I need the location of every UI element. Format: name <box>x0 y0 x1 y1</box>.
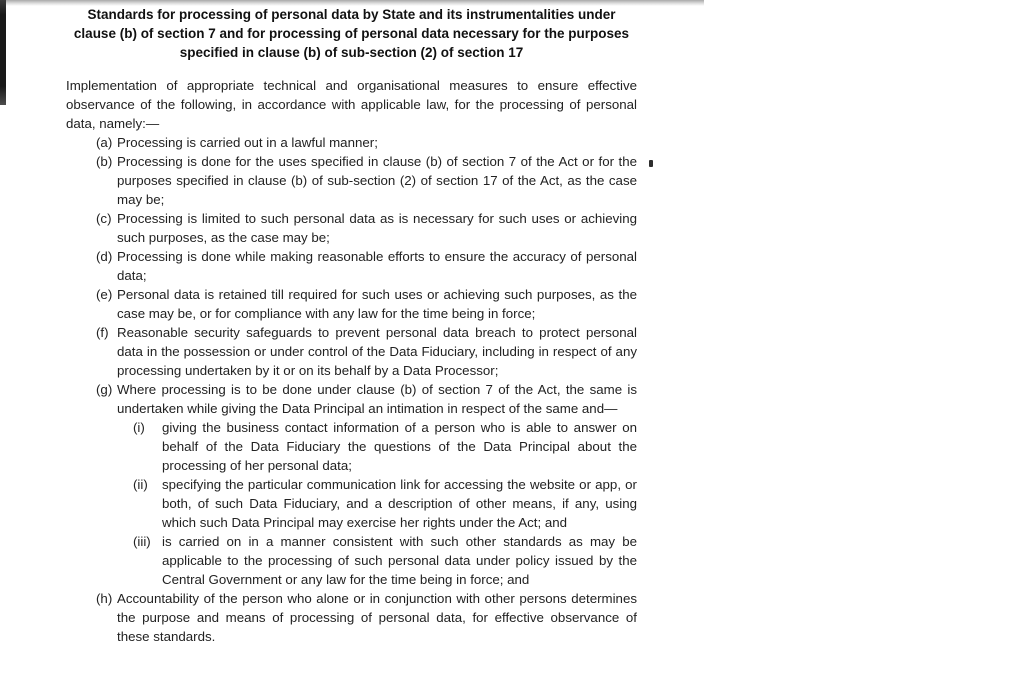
clause-text: Personal data is retained till required for such uses or achieving such purposes, as the case may be, or for compliance with any law for the time being in force; <box>117 287 637 321</box>
clause-row-e <box>66 285 637 323</box>
clause-text: Processing is done for the uses specified in clause (b) of section 7 of the Act or for the purposes specified in clause (b) of sub-section (2) of section 17 of the Act, as the case may be; <box>117 154 637 207</box>
intro-paragraph: Implementation of appropriate technical and organisational measures to ensure effective observance of the following, in accordance with applicable law, for the processing of personal data, namely:— <box>66 78 637 131</box>
subclause-label: (i) <box>133 420 145 435</box>
clause-row-a <box>66 133 637 152</box>
subclause-text: giving the business contact information of a person who is able to answer on behalf of the Data Fiduciary the questions of the Data Principal about the processing of her personal data; <box>162 420 637 473</box>
subclause-text: is carried on in a manner consistent with such other standards as may be applicable to the processing of such personal data under policy issued by the Central Government or any law for the time being in force; and <box>162 534 637 587</box>
document-page <box>66 5 637 646</box>
clause-row-c <box>66 209 637 247</box>
scan-speck-artifact <box>649 160 653 167</box>
subclause-label: (iii) <box>133 534 151 549</box>
subclause-label: (ii) <box>133 477 148 492</box>
clause-text: Where processing is to be done under clause (b) of section 7 of the Act, the same is undertaken while giving the Data Principal an intimation in respect of the same and— <box>117 382 637 416</box>
clause-text: Accountability of the person who alone or in conjunction with other persons determines the purpose and means of processing of personal data, for effective observance of these standards. <box>117 591 637 644</box>
clause-label: (f) <box>96 325 109 340</box>
clause-label: (e) <box>96 287 113 302</box>
clause-row-d <box>66 247 637 285</box>
clause-text: Processing is done while making reasonable efforts to ensure the accuracy of personal data; <box>117 249 637 283</box>
document-heading: Standards for processing of personal data by State and its instrumentalities under clause (b) of section 7 and for processing of personal data necessary for the purposes specified in clause (b) of sub-section (2) of section 17 <box>73 7 630 60</box>
clause-label: (c) <box>96 211 112 226</box>
subclause-row-ii <box>66 475 637 532</box>
clause-row-f <box>66 323 637 380</box>
clause-row-b <box>66 152 637 209</box>
subclause-row-i <box>66 418 637 475</box>
clause-text: Processing is carried out in a lawful manner; <box>117 135 378 150</box>
clause-label: (d) <box>96 249 113 264</box>
clause-row-g <box>66 380 637 418</box>
clause-row-h <box>66 589 637 646</box>
clause-label: (a) <box>96 135 113 150</box>
subclause-text: specifying the particular communication link for accessing the website or app, or both, of such Data Fiduciary, and a description of other means, if any, using which such Data Principal may exercise her rights under the Act; and <box>162 477 637 530</box>
clause-label: (h) <box>96 591 113 606</box>
clause-text: Reasonable security safeguards to prevent personal data breach to protect personal data in the possession or under control of the Data Fiduciary, including in respect of any processing undertaken by it or on its behalf by a Data Processor; <box>117 325 637 378</box>
clause-label: (g) <box>96 382 113 397</box>
subclause-row-iii <box>66 532 637 589</box>
clause-text: Processing is limited to such personal data as is necessary for such uses or achieving such purposes, as the case may be; <box>117 211 637 245</box>
left-scan-bar-artifact <box>0 0 6 105</box>
clause-label: (b) <box>96 154 113 169</box>
